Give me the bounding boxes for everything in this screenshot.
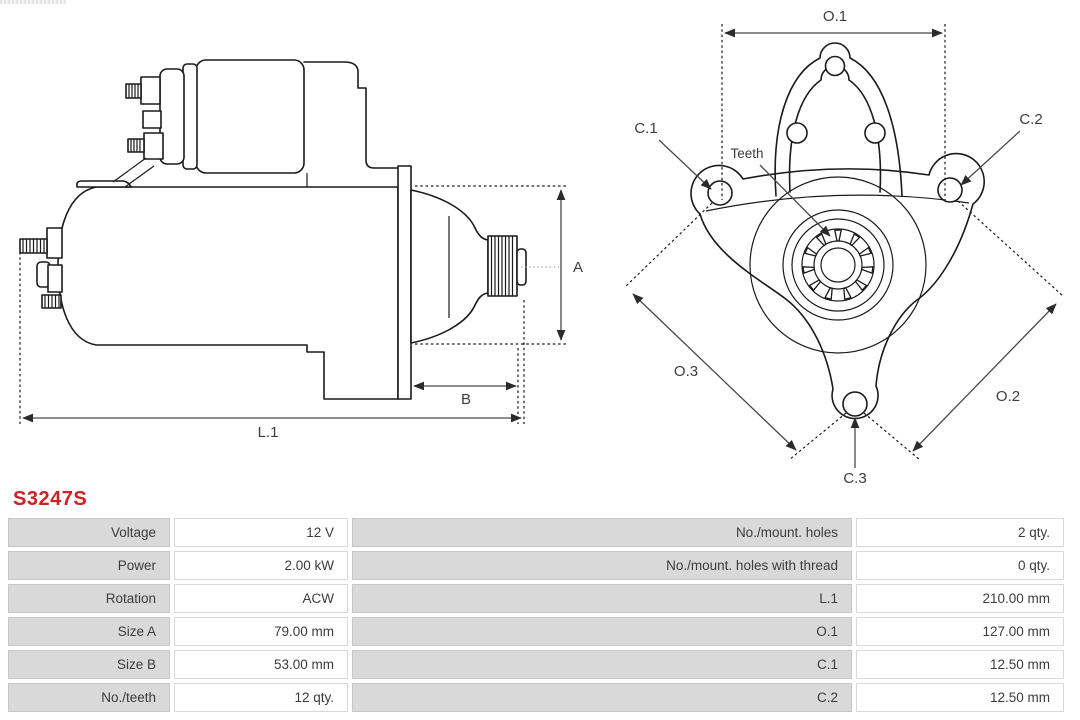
end-view — [626, 8, 1063, 487]
spec-value-left: 12 qty. — [174, 683, 348, 712]
spec-label-left: Size B — [8, 650, 170, 679]
spec-label-right: No./mount. holes — [352, 518, 852, 547]
spec-row — [8, 551, 1064, 580]
spec-label-right: O.1 — [352, 617, 852, 646]
spec-label-right: No./mount. holes with thread — [352, 551, 852, 580]
spec-row — [8, 650, 1064, 679]
dim-label-c1: C.1 — [634, 120, 658, 137]
spec-row — [8, 617, 1064, 646]
spec-value-right: 12.50 mm — [856, 650, 1064, 679]
part-number: S3247S — [13, 488, 88, 510]
spec-label-right: C.1 — [352, 650, 852, 679]
side-view — [20, 60, 583, 441]
spec-label-left: Rotation — [8, 584, 170, 613]
spec-table-body — [8, 518, 1064, 712]
dim-label-a: A — [573, 259, 584, 276]
spec-value-right: 0 qty. — [856, 551, 1064, 580]
spec-label-right: C.2 — [352, 683, 852, 712]
dim-label-l1: L.1 — [257, 424, 279, 441]
dim-label-b: B — [460, 391, 472, 408]
spec-value-right: 210.00 mm — [856, 584, 1064, 613]
dim-label-c2: C.2 — [1019, 111, 1043, 128]
spec-value-left: 79.00 mm — [174, 617, 348, 646]
spec-label-right: L.1 — [352, 584, 852, 613]
dim-label-o2: O.2 — [995, 388, 1021, 405]
spec-value-right: 12.50 mm — [856, 683, 1064, 712]
spec-label-left: Size A — [8, 617, 170, 646]
spec-value-right: 2 qty. — [856, 518, 1064, 547]
spec-table — [4, 514, 1068, 716]
spec-value-left: 53.00 mm — [174, 650, 348, 679]
spec-label-left: Power — [8, 551, 170, 580]
teeth-label: Teeth — [730, 146, 764, 161]
dim-label-o1: O.1 — [822, 8, 848, 25]
spec-row — [8, 683, 1064, 712]
spec-row — [8, 518, 1064, 547]
spec-value-left: 12 V — [174, 518, 348, 547]
dim-label-o3: O.3 — [673, 363, 699, 380]
spec-label-left: No./teeth — [8, 683, 170, 712]
spec-row — [8, 584, 1064, 613]
spec-value-right: 127.00 mm — [856, 617, 1064, 646]
spec-value-left: 2.00 kW — [174, 551, 348, 580]
spec-value-left: ACW — [174, 584, 348, 613]
spec-label-left: Voltage — [8, 518, 170, 547]
dim-label-c3: C.3 — [843, 470, 867, 487]
